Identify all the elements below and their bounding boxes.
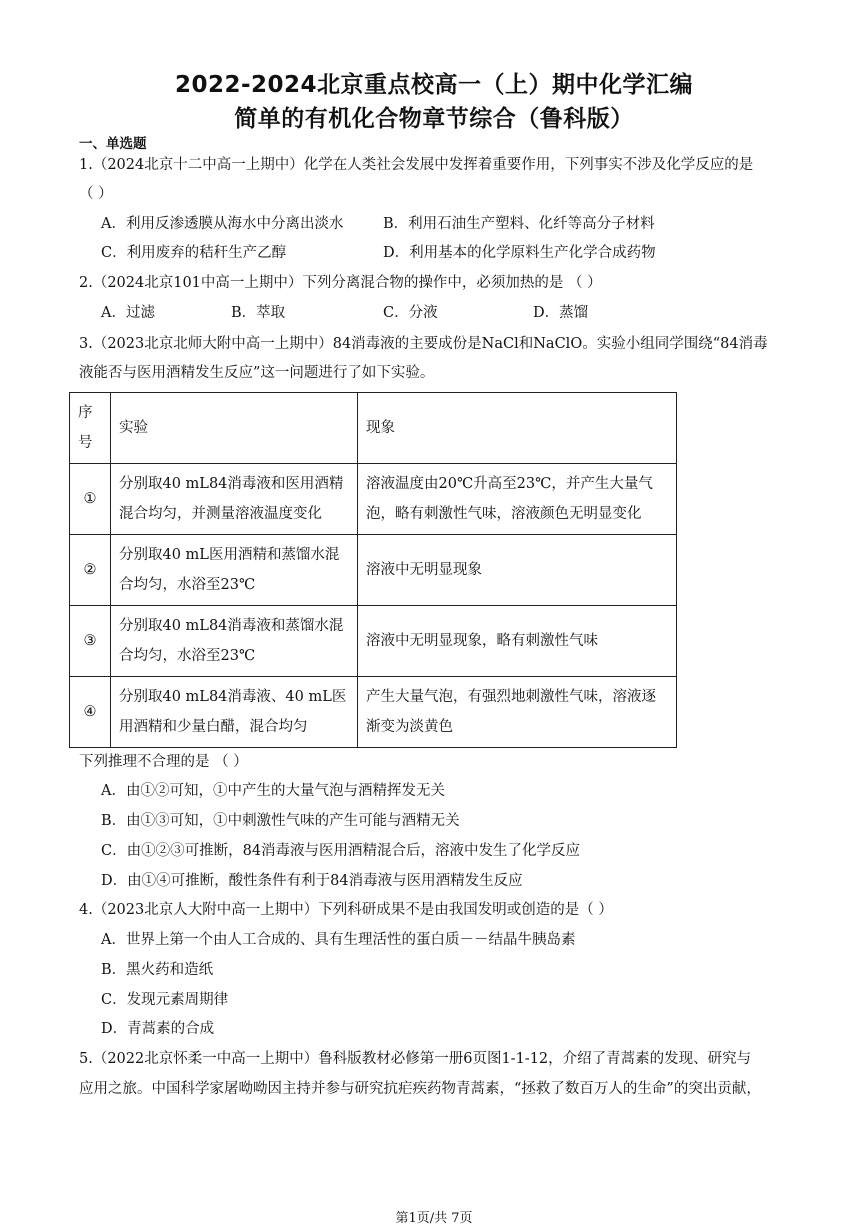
table-row bbox=[70, 464, 677, 535]
experiment-table bbox=[69, 392, 677, 748]
row-experiment: 分别取40 mL医用酒精和蒸馏水混合均匀，水浴至23℃ bbox=[111, 535, 358, 606]
q4-option-c: C．发现元素周期律 bbox=[101, 992, 229, 1008]
header-observation: 现象 bbox=[358, 393, 677, 464]
q3-ask: 下列推理不合理的是 （ ） bbox=[79, 754, 248, 770]
q2-option-c: C．分液 bbox=[383, 305, 438, 321]
q3-option-b: B．由①③可知，①中刺激性气味的产生可能与酒精无关 bbox=[101, 813, 460, 829]
table-row bbox=[70, 677, 677, 748]
row-observation: 溶液温度由20℃升高至23℃，并产生大量气泡，略有刺激性气味，溶液颜色无明显变化 bbox=[358, 464, 677, 535]
q3-stem-line1: 3.（2023北京北师大附中高一上期中）84消毒液的主要成份是NaCl和NaClO。实验小组同学围绕“84消毒 bbox=[79, 336, 768, 352]
row-number: ③ bbox=[70, 606, 111, 677]
q1-option-d: D．利用基本的化学原料生产化学合成药物 bbox=[383, 245, 656, 261]
q1-stem: 1.（2024北京十二中高一上期中）化学在人类社会发展中发挥着重要作用，下列事实不涉及化学反应的是 bbox=[79, 157, 754, 173]
page-footer: 第1页/共 7页 bbox=[395, 1211, 473, 1226]
table-row bbox=[70, 606, 677, 677]
row-observation: 产生大量气泡，有强烈地刺激性气味，溶液逐渐变为淡黄色 bbox=[358, 677, 677, 748]
q1-option-a: A．利用反渗透膜从海水中分离出淡水 bbox=[101, 216, 344, 232]
q4-stem: 4.（2023北京人大附中高一上期中）下列科研成果不是由我国发明或创造的是（ ） bbox=[79, 902, 613, 918]
q1-paren: （ ） bbox=[79, 186, 113, 202]
q5-stem-line1: 5.（2022北京怀柔一中高一上期中）鲁科版教材必修第一册6页图1-1-12，介绍了青蒿素的发现、研究与 bbox=[79, 1051, 752, 1067]
header-number: 序号 bbox=[70, 393, 111, 464]
row-number: ① bbox=[70, 464, 111, 535]
document-title-line1: 2022-2024北京重点校高一（上）期中化学汇编 bbox=[174, 72, 694, 98]
q2-stem: 2.（2024北京101中高一上期中）下列分离混合物的操作中，必须加热的是 （ ） bbox=[79, 275, 602, 291]
q3-stem-line2: 液能否与医用酒精发生反应”这一问题进行了如下实验。 bbox=[79, 365, 435, 381]
table-header-row bbox=[70, 393, 677, 464]
row-experiment: 分别取40 mL84消毒液和蒸馏水混合均匀，水浴至23℃ bbox=[111, 606, 358, 677]
row-observation: 溶液中无明显现象 bbox=[358, 535, 677, 606]
q5-stem-line2: 应用之旅。中国科学家屠呦呦因主持并参与研究抗疟疾药物青蒿素，“拯救了数百万人的生命”的突出贡献， bbox=[79, 1081, 761, 1097]
q4-option-d: D．青蒿素的合成 bbox=[101, 1021, 215, 1037]
row-number: ② bbox=[70, 535, 111, 606]
q1-option-b: B．利用石油生产塑料、化纤等高分子材料 bbox=[383, 216, 655, 232]
q2-option-d: D．蒸馏 bbox=[533, 305, 589, 321]
row-number: ④ bbox=[70, 677, 111, 748]
row-observation: 溶液中无明显现象，略有刺激性气味 bbox=[358, 606, 677, 677]
q1-option-c: C．利用废弃的秸秆生产乙醇 bbox=[101, 245, 287, 261]
q2-option-b: B．萃取 bbox=[231, 305, 286, 321]
q3-option-a: A．由①②可知，①中产生的大量气泡与酒精挥发无关 bbox=[101, 783, 445, 799]
q4-option-b: B．黑火药和造纸 bbox=[101, 962, 214, 978]
document-title-line2: 简单的有机化合物章节综合（鲁科版） bbox=[234, 106, 634, 132]
row-experiment: 分别取40 mL84消毒液和医用酒精混合均匀，并测量溶液温度变化 bbox=[111, 464, 358, 535]
row-experiment: 分别取40 mL84消毒液、40 mL医用酒精和少量白醋，混合均匀 bbox=[111, 677, 358, 748]
q3-option-c: C．由①②③可推断，84消毒液与医用酒精混合后，溶液中发生了化学反应 bbox=[101, 843, 581, 859]
q3-option-d: D．由①④可推断，酸性条件有利于84消毒液与医用酒精发生反应 bbox=[101, 873, 523, 889]
section-heading: 一、单选题 bbox=[79, 136, 147, 152]
q4-option-a: A．世界上第一个由人工合成的、具有生理活性的蛋白质－－结晶牛胰岛素 bbox=[101, 932, 576, 948]
q2-option-a: A．过滤 bbox=[101, 305, 155, 321]
header-experiment: 实验 bbox=[111, 393, 358, 464]
table-row bbox=[70, 535, 677, 606]
